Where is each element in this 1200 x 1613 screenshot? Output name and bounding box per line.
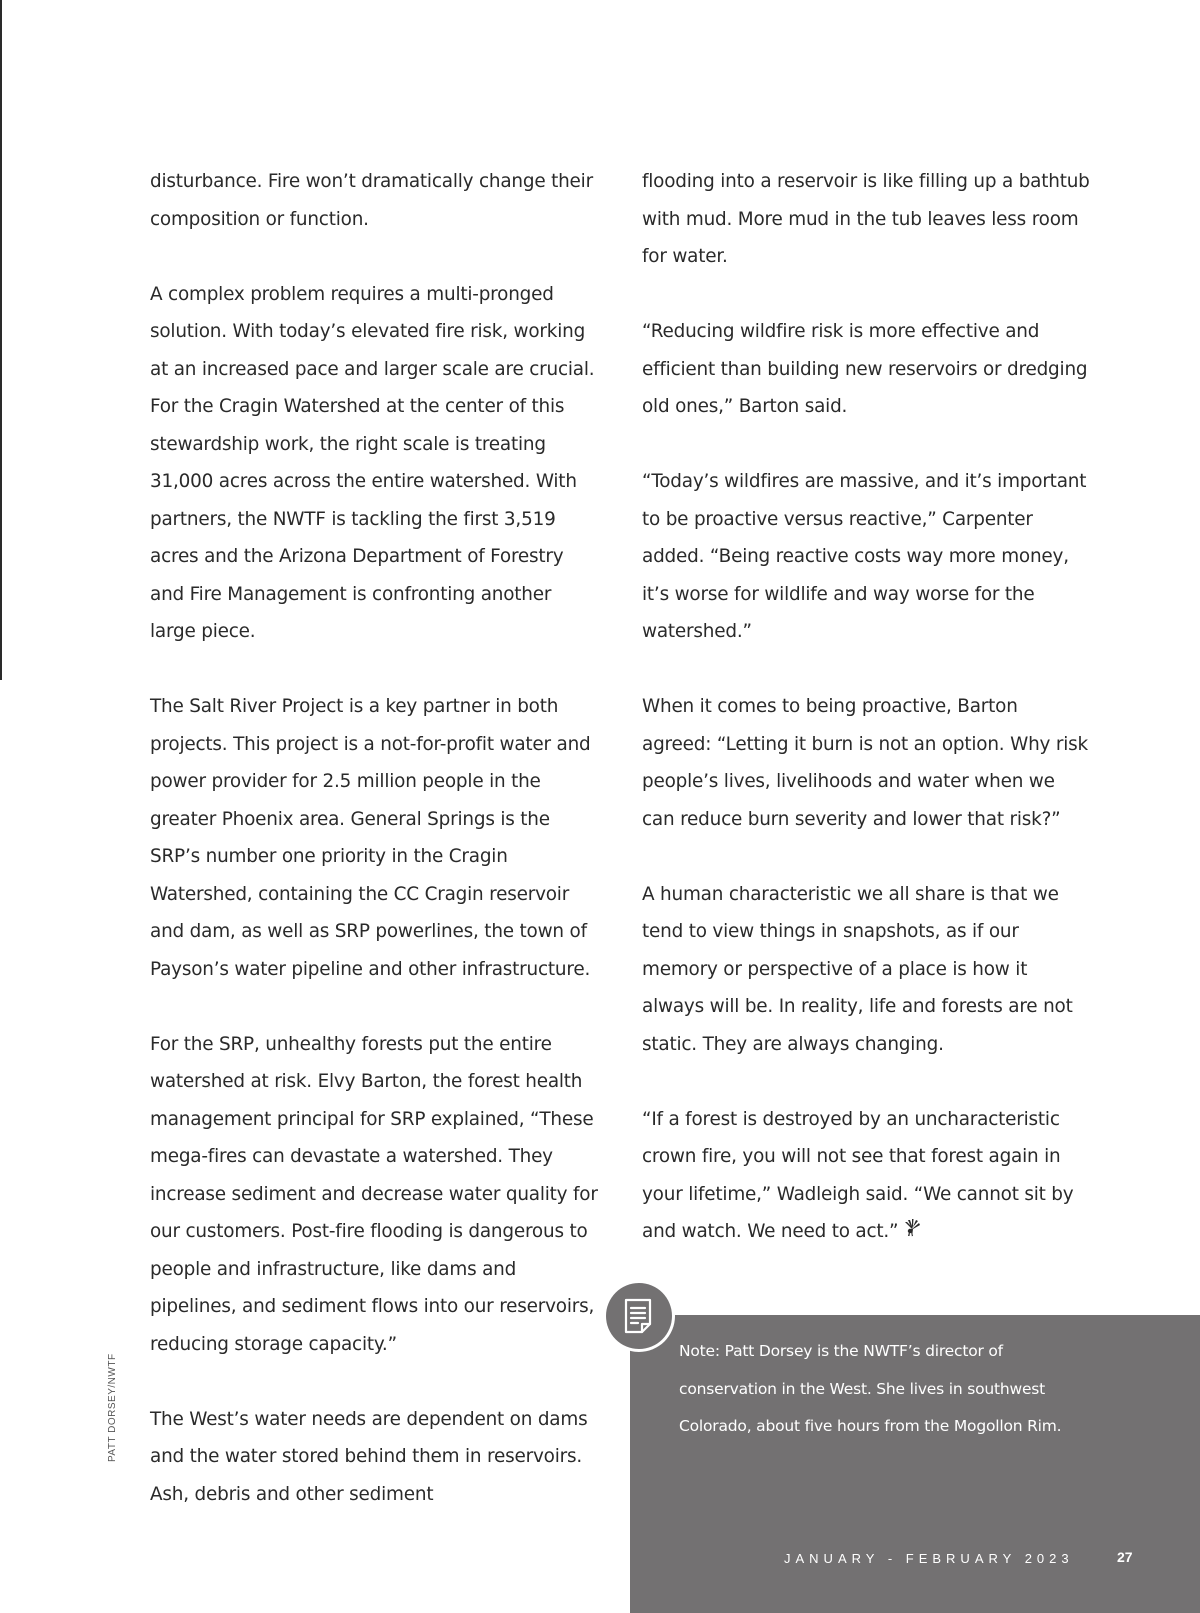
page-edge-line: [0, 0, 2, 680]
author-note-text: Note: Patt Dorsey is the NWTF’s director of conservation in the West. She lives in southwest Colorado, about five hours from the Mogollon Rim.: [679, 1342, 1062, 1435]
paragraph: A complex problem requires a multi-pronged solution. With today’s elevated fire risk, working at an increased pace and larger scale are crucial. For the Cragin Watershed at the center of this stewardship work, the right scale is treating 31,000 acres across the entire watershed. With partners, the NWTF is tackling the first 3,519 acres and the Arizona Department of Forestry and Fire Management is confronting another large piece.: [150, 283, 595, 642]
paragraph: The West’s water needs are dependent on dams and the water stored behind them in reservoirs. Ash, debris and other sediment: [150, 1408, 588, 1505]
author-note-box: [630, 1315, 1200, 1613]
paragraph: The Salt River Project is a key partner in both projects. This project is a not-for-profit water and power provider for 2.5 million people in the greater Phoenix area. General Springs is the SRP’s number one priority in the Cragin Watershed, containing the CC Cragin reservoir and dam, as well as SRP powerlines, the town of Payson’s water pipeline and other infrastructure.: [150, 696, 591, 980]
paragraph: For the SRP, unhealthy forests put the entire watershed at risk. Elvy Barton, the forest health management principal for SRP explained, “These mega-fires can devastate a watershed. They increase sediment and decrease water quality for our customers. Post-fire flooding is dangerous to people and infrastructure, like dams and pipelines, and sediment flows into our reservoirs, reducing storage capacity.”: [150, 1033, 598, 1355]
article-right-column: [642, 163, 1092, 1290]
footer-page-number: 27: [1117, 1549, 1133, 1565]
paragraph: When it comes to being proactive, Barton agreed: “Letting it burn is not an option. Why risk people’s lives, livelihoods and water when we can reduce burn severity and lower that risk?”: [642, 696, 1088, 830]
article-left-column: [150, 163, 602, 1551]
paragraph: A human characteristic we all share is that we tend to view things in snapshots, as if our memory or perspective of a place is how it always will be. In reality, life and forests are not static. They are always changing.: [642, 883, 1073, 1055]
paragraph: “Today’s wildfires are massive, and it’s important to be proactive versus reactive,” Carpenter added. “Being reactive costs way more money, it’s worse for wildlife and way worse for the watershed.”: [642, 471, 1087, 642]
paragraph: disturbance. Fire won’t dramatically change their composition or function.: [150, 171, 593, 230]
paragraph-final-text: “If a forest is destroyed by an uncharacteristic crown fire, you will not see that forest again in your lifetime,” Wadleigh said. “We cannot sit by and watch. We need to act.”: [642, 1108, 1074, 1242]
photo-credit: PATT DORSEY/NWTF: [107, 1353, 118, 1462]
turkey-end-mark-icon: [902, 1215, 922, 1253]
paragraph: “Reducing wildfire risk is more effective and efficient than building new reservoirs or dredging old ones,” Barton said.: [642, 321, 1088, 417]
footer-issue-date: JANUARY - FEBRUARY 2023: [784, 1551, 1074, 1566]
paragraph: flooding into a reservoir is like filling up a bathtub with mud. More mud in the tub leaves less room for water.: [642, 171, 1090, 267]
paragraph-final: [642, 1101, 1092, 1253]
document-note-icon: [606, 1283, 672, 1349]
